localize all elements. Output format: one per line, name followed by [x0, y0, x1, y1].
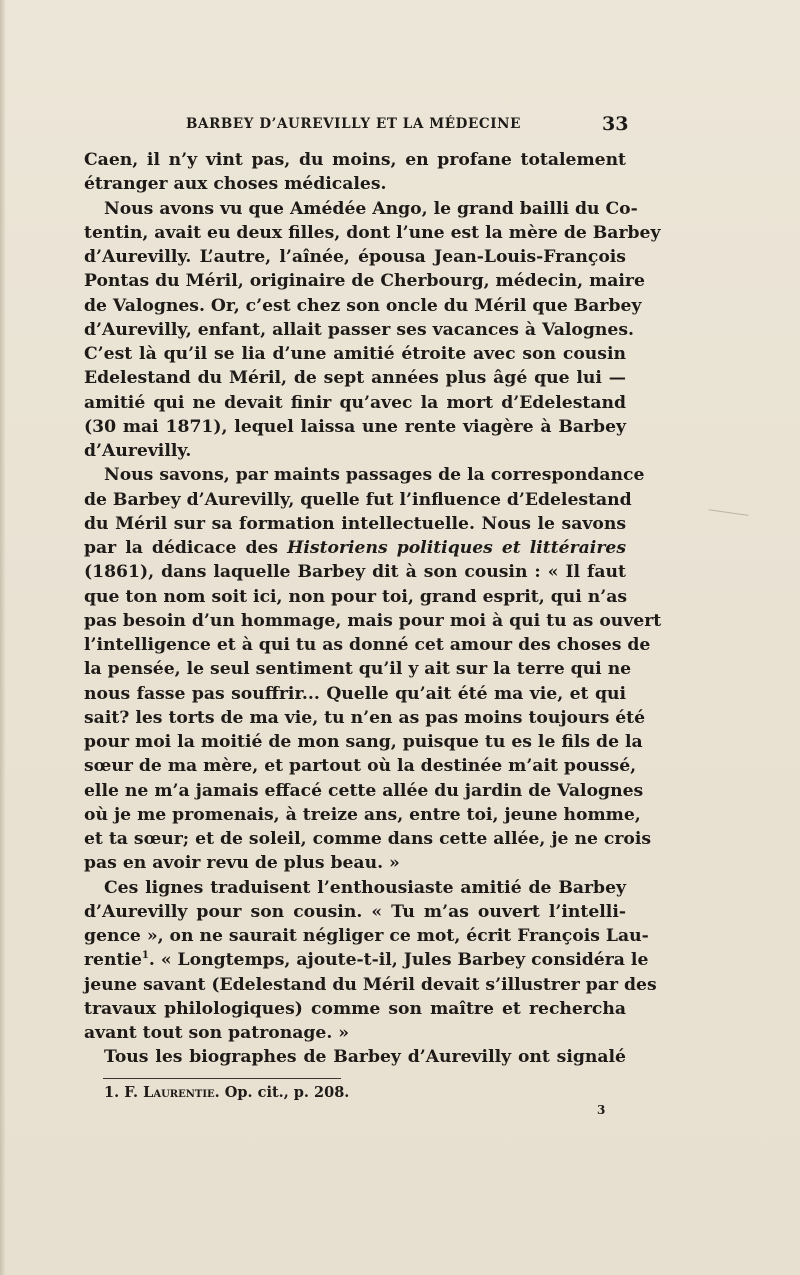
footnote-number: 1. [104, 1084, 120, 1101]
text-line: d’Aurevilly. [84, 441, 192, 461]
text-line: que ton nom soit ici, non pour toi, grand esprit, qui n’as [84, 586, 628, 607]
footnote-author: F. Laurentie. [124, 1084, 220, 1101]
text-line: du Méril sur sa formation intellectuelle. Nous le savons [84, 513, 626, 534]
text-segment: par la dédicace des [84, 538, 279, 558]
text-line [84, 536, 626, 560]
footnote [104, 1084, 349, 1101]
text-line: Caen, il n’y vint pas, du moins, en profane totalement [84, 150, 626, 170]
text-line: amitié qui ne devait finir qu’avec la mort d’Edelestand [84, 392, 626, 413]
text-line: Nous avons vu que Amédée Ango, le grand bailli du Co- [104, 198, 638, 219]
text-line: Ces lignes traduisent l’enthousiaste amitié de Barbey [104, 877, 626, 898]
running-title: BARBEY D’AUREVILLY ET LA MÉDECINE [186, 116, 521, 132]
text-line: d’Aurevilly pour son cousin. « Tu m’as ouvert l’intelli- [84, 901, 626, 922]
text-line: Edelestand du Méril, de sept années plus âgé que lui — [84, 368, 626, 389]
text-line: d’Aurevilly. L’autre, l’aînée, épousa Jean-Louis-François [84, 247, 626, 267]
text-line: d’Aurevilly, enfant, allait passer ses vacances à Valognes. [84, 319, 635, 340]
text-line: pour moi la moitié de mon sang, puisque tu es le fils de la [84, 732, 643, 752]
text-segment: rentie [84, 950, 142, 971]
text-line: de Valognes. Or, c’est chez son oncle du Méril que Barbey [84, 295, 642, 316]
page-edge-shadow [0, 0, 6, 1275]
text-line: jeune savant (Edelestand du Méril devait s’illustrer par des [84, 974, 657, 995]
text-line: avant tout son patronage. » [84, 1023, 350, 1043]
text-line: gence », on ne saurait négliger ce mot, écrit François Lau- [84, 926, 649, 946]
text-line: où je me promenais, à treize ans, entre toi, jeune homme, [84, 804, 641, 825]
footnote-reference: 1 [141, 950, 149, 962]
text-line: elle ne m’a jamais effacé cette allée du jardin de Valognes [84, 780, 644, 801]
text-line: de Barbey d’Aurevilly, quelle fut l’influence d’Edelestand [84, 489, 632, 510]
text-line [84, 948, 649, 972]
text-line: pas en avoir revu de plus beau. » [84, 853, 400, 874]
text-line: (30 mai 1871), lequel laissa une rente viagère à Barbey [84, 416, 626, 437]
text-line: sœur de ma mère, et partout où la destinée m’ait poussé, [84, 756, 637, 777]
text-line: tentin, avait eu deux filles, dont l’une est la mère de Barbey [84, 222, 661, 243]
text-line: et ta sœur; et de soleil, comme dans cette allée, je ne crois [84, 829, 652, 849]
text-line: la pensée, le seul sentiment qu’il y ait sur la terre qui ne [84, 659, 632, 680]
text-segment: . « Longtemps, ajoute-t-il, Jules Barbey considéra le [148, 950, 649, 971]
page-number: 33 [602, 113, 629, 135]
text-line: pas besoin d’un hommage, mais pour moi à qui tu as ouvert [84, 610, 662, 631]
text-line: C’est là qu’il se lia d’une amitié étroite avec son cousin [84, 344, 626, 364]
text-line: (1861), dans laquelle Barbey dit à son cousin : « Il faut [84, 562, 626, 583]
text-line: Tous les biographes de Barbey d’Aurevilly ont signalé [104, 1047, 626, 1068]
footnote-divider [103, 1078, 341, 1079]
signature-mark: 3 [597, 1103, 606, 1117]
book-title: Historiens politiques et littéraires [287, 538, 627, 558]
text-line: Pontas du Méril, originaire de Cherbourg, médecin, maire [84, 271, 645, 292]
body-text [84, 148, 662, 1070]
text-line: sait? les torts de ma vie, tu n’en as pas moins toujours été [84, 707, 646, 728]
text-line: étranger aux choses médicales. [84, 174, 387, 195]
text-line: travaux philologiques) comme son maître et rechercha [84, 998, 626, 1019]
text-line: nous fasse pas souffrir... Quelle qu’ait été ma vie, et qui [84, 683, 626, 704]
ink-smudge [708, 509, 749, 523]
text-line: l’intelligence et à qui tu as donné cet amour des choses de [84, 635, 651, 655]
footnote-citation: Op. cit., p. 208. [224, 1084, 350, 1101]
text-line: Nous savons, par maints passages de la correspondance [104, 465, 645, 486]
